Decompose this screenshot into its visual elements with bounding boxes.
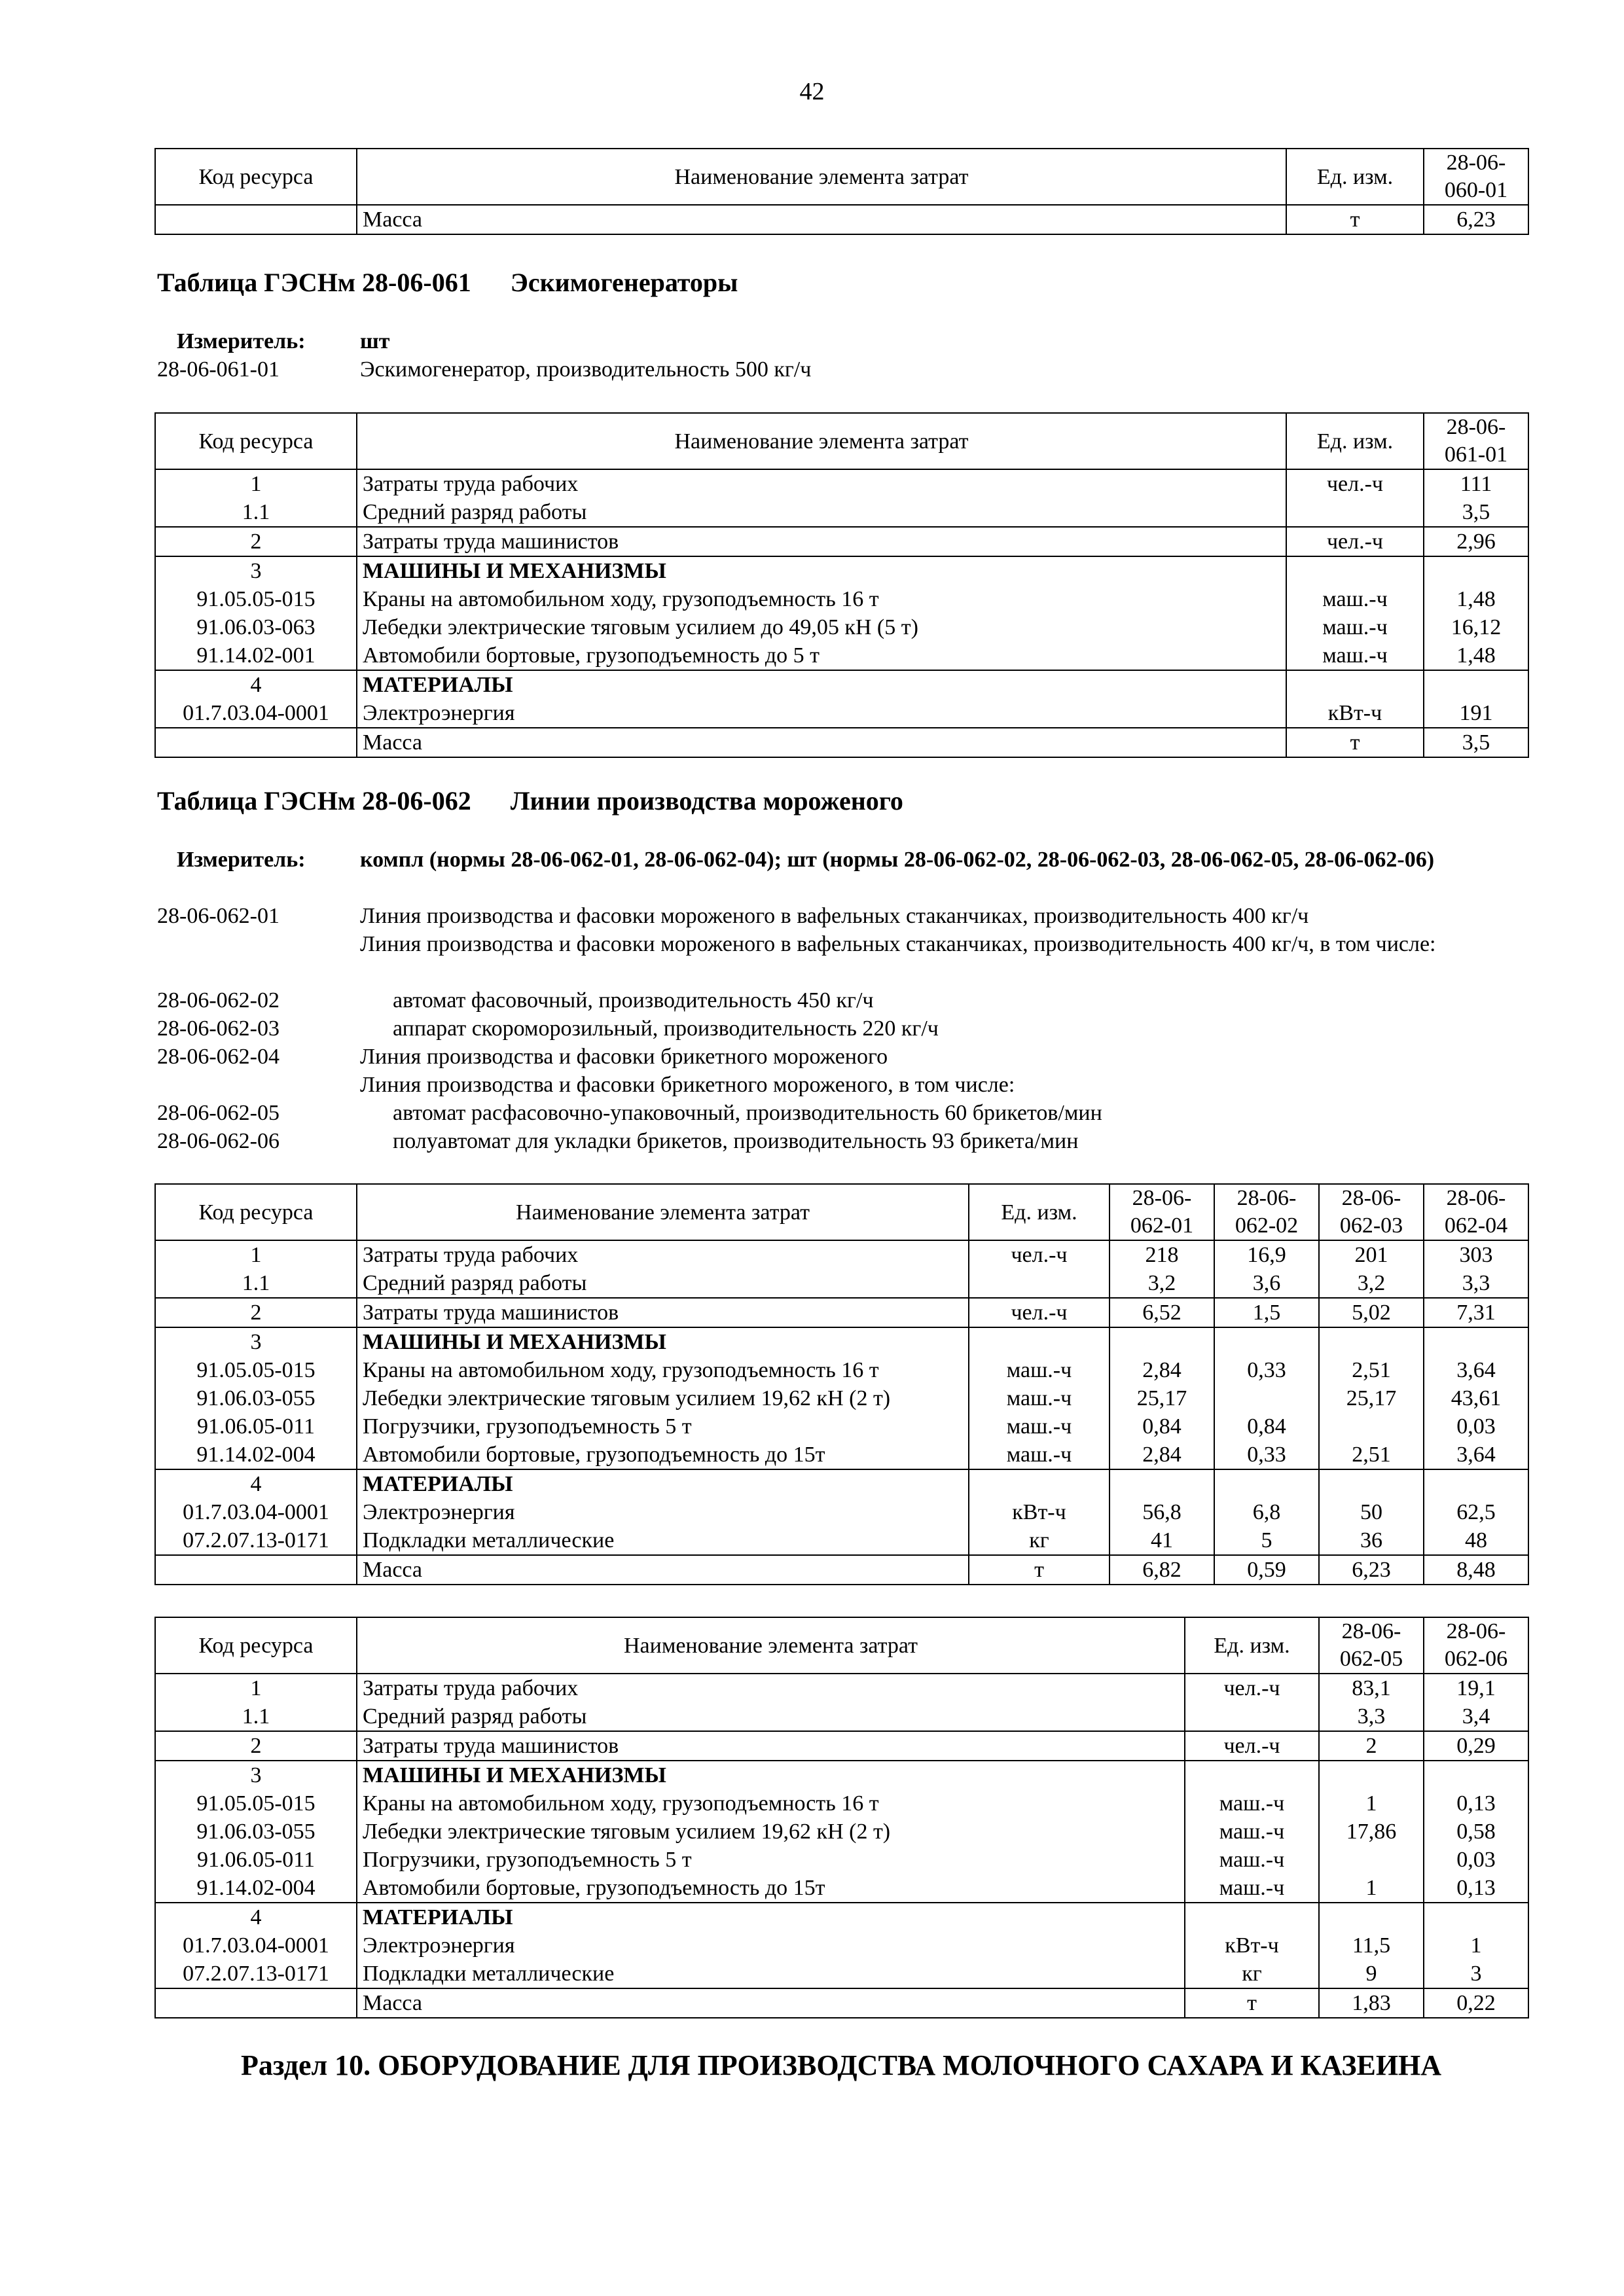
resource-table-062-b xyxy=(154,1617,1529,2018)
cell-name: Масса xyxy=(357,205,1286,234)
header-row xyxy=(155,1617,1528,1674)
cell-unit xyxy=(1185,1702,1319,1731)
cell-name: Автомобили бортовые, грузоподъемность до 5 т xyxy=(357,641,1286,670)
norm-description: Линия производства и фасовки брикетного мороженого xyxy=(360,1045,888,1069)
cell-name: МАТЕРИАЛЫ xyxy=(357,1903,1185,1931)
table-row xyxy=(155,498,1528,527)
cell-name: Масса xyxy=(357,1988,1185,2018)
cell-code: 2 xyxy=(155,527,357,556)
cell-name: Затраты труда машинистов xyxy=(357,527,1286,556)
header-norm: 28-06- 060-01 xyxy=(1424,149,1528,205)
norm-description: Эскимогенератор, производительность 500 кг/ч xyxy=(360,357,812,382)
meter-label: Измеритель: xyxy=(177,848,306,872)
table-row xyxy=(155,613,1528,641)
resource-table-061 xyxy=(154,412,1529,758)
cell-name: Затраты труда рабочих xyxy=(357,1240,969,1269)
cell-code: 91.14.02-001 xyxy=(155,641,357,670)
cell-unit: маш.-ч xyxy=(1185,1818,1319,1846)
cell-code: 91.06.03-055 xyxy=(155,1818,357,1846)
cell-value: 2,96 xyxy=(1424,527,1528,556)
header-row xyxy=(155,413,1528,469)
cell-code: 4 xyxy=(155,670,357,699)
table-row xyxy=(155,1469,1528,1498)
cell-value: 2,84 xyxy=(1110,1356,1214,1384)
header-row xyxy=(155,149,1528,205)
cell-value: 16,12 xyxy=(1424,613,1528,641)
cell-value: 1 xyxy=(1319,1789,1424,1818)
cell-code xyxy=(155,205,357,234)
cell-value: 1,5 xyxy=(1214,1298,1319,1327)
header-name: Наименование элемента затрат xyxy=(357,149,1286,205)
cell-value: 5,02 xyxy=(1319,1298,1424,1327)
cell-unit: кг xyxy=(969,1526,1110,1555)
norm-code: 28-06-062-04 xyxy=(157,1045,280,1069)
cell-unit: маш.-ч xyxy=(1286,641,1424,670)
cell-value xyxy=(1424,1903,1528,1931)
cell-value: 0,13 xyxy=(1424,1789,1528,1818)
cell-value: 111 xyxy=(1424,469,1528,498)
cell-value xyxy=(1319,1761,1424,1789)
cell-code: 1.1 xyxy=(155,1702,357,1731)
cell-name: Средний разряд работы xyxy=(357,1269,969,1298)
cell-value: 43,61 xyxy=(1424,1384,1528,1412)
cell-value xyxy=(1110,1469,1214,1498)
cell-code xyxy=(155,1555,357,1585)
cell-name: МАШИНЫ И МЕХАНИЗМЫ xyxy=(357,1327,969,1356)
cell-value: 6,52 xyxy=(1110,1298,1214,1327)
cell-name: Лебедки электрические тяговым усилием 19,62 кН (2 т) xyxy=(357,1818,1185,1846)
cell-value: 7,31 xyxy=(1424,1298,1528,1327)
cell-code: 3 xyxy=(155,1327,357,1356)
norm-description: аппарат скороморозильный, производительность 220 кг/ч xyxy=(393,1016,939,1041)
cell-unit xyxy=(969,1269,1110,1298)
cell-name: Электроэнергия xyxy=(357,699,1286,728)
cell-unit: чел.-ч xyxy=(1185,1674,1319,1702)
cell-value: 3,5 xyxy=(1424,728,1528,757)
header-code: Код ресурса xyxy=(155,1617,357,1674)
table-row xyxy=(155,469,1528,498)
table-row xyxy=(155,1931,1528,1960)
cell-value xyxy=(1424,1761,1528,1789)
cell-unit: маш.-ч xyxy=(1286,613,1424,641)
table-name: Эскимогенераторы xyxy=(510,268,738,297)
cell-code: 1 xyxy=(155,1674,357,1702)
header-code: Код ресурса xyxy=(155,1184,357,1240)
cell-value: 25,17 xyxy=(1319,1384,1424,1412)
cell-name: Затраты труда рабочих xyxy=(357,469,1286,498)
cell-value: 3,4 xyxy=(1424,1702,1528,1731)
cell-code: 91.05.05-015 xyxy=(155,1789,357,1818)
cell-value: 218 xyxy=(1110,1240,1214,1269)
cell-name: Электроэнергия xyxy=(357,1931,1185,1960)
cell-unit: маш.-ч xyxy=(969,1441,1110,1469)
meter-value: шт xyxy=(360,329,390,353)
table-row xyxy=(155,1356,1528,1384)
table-row xyxy=(155,556,1528,585)
cell-unit: маш.-ч xyxy=(1185,1789,1319,1818)
header-norm: 28-06- 062-05 xyxy=(1319,1617,1424,1674)
header-norm: 28-06- 062-03 xyxy=(1319,1184,1424,1240)
table-row xyxy=(155,699,1528,728)
table-row xyxy=(155,728,1528,757)
header-unit: Ед. изм. xyxy=(969,1184,1110,1240)
cell-unit xyxy=(969,1469,1110,1498)
norm-description: Линия производства и фасовки мороженого в вафельных стаканчиках, производительность 400 кг/ч xyxy=(360,904,1309,928)
cell-value: 201 xyxy=(1319,1240,1424,1269)
resource-table-062-a xyxy=(154,1183,1529,1585)
cell-name: Масса xyxy=(357,1555,969,1585)
header-code: Код ресурса xyxy=(155,149,357,205)
cell-unit xyxy=(969,1327,1110,1356)
cell-unit: чел.-ч xyxy=(1185,1731,1319,1761)
cell-code xyxy=(155,728,357,757)
table-row xyxy=(155,527,1528,556)
cell-name: Погрузчики, грузоподъемность 5 т xyxy=(357,1846,1185,1874)
cell-code: 2 xyxy=(155,1731,357,1761)
cell-code: 91.06.03-055 xyxy=(155,1384,357,1412)
cell-unit: маш.-ч xyxy=(1185,1846,1319,1874)
header-name: Наименование элемента затрат xyxy=(357,1184,969,1240)
cell-value: 3,3 xyxy=(1319,1702,1424,1731)
cell-name: Автомобили бортовые, грузоподъемность до 15т xyxy=(357,1441,969,1469)
cell-name: Средний разряд работы xyxy=(357,1702,1185,1731)
cell-value: 6,82 xyxy=(1110,1555,1214,1585)
cell-code: 4 xyxy=(155,1469,357,1498)
cell-value: 8,48 xyxy=(1424,1555,1528,1585)
cell-value xyxy=(1319,1412,1424,1441)
cell-unit: чел.-ч xyxy=(969,1240,1110,1269)
cell-value: 1 xyxy=(1319,1874,1424,1903)
cell-value: 11,5 xyxy=(1319,1931,1424,1960)
cell-unit: кВт-ч xyxy=(969,1498,1110,1526)
cell-name: Затраты труда машинистов xyxy=(357,1731,1185,1761)
table-row xyxy=(155,1903,1528,1931)
header-norm: 28-06- 062-01 xyxy=(1110,1184,1214,1240)
table-number: Таблица ГЭСНм 28-06-062 xyxy=(157,786,471,816)
cell-code xyxy=(155,1988,357,2018)
cell-value: 62,5 xyxy=(1424,1498,1528,1526)
cell-value: 3,2 xyxy=(1319,1269,1424,1298)
cell-unit: т xyxy=(1286,205,1424,234)
header-unit: Ед. изм. xyxy=(1185,1617,1319,1674)
cell-value: 0,58 xyxy=(1424,1818,1528,1846)
cell-unit: маш.-ч xyxy=(1185,1874,1319,1903)
table-row xyxy=(155,641,1528,670)
cell-code: 1 xyxy=(155,1240,357,1269)
cell-code: 07.2.07.13-0171 xyxy=(155,1960,357,1988)
cell-code: 91.14.02-004 xyxy=(155,1441,357,1469)
cell-value xyxy=(1319,1469,1424,1498)
cell-value: 5 xyxy=(1214,1526,1319,1555)
header-name: Наименование элемента затрат xyxy=(357,413,1286,469)
cell-code: 1 xyxy=(155,469,357,498)
header-norm: 28-06- 062-06 xyxy=(1424,1617,1528,1674)
cell-value: 6,23 xyxy=(1424,205,1528,234)
cell-value: 0,33 xyxy=(1214,1441,1319,1469)
header-name: Наименование элемента затрат xyxy=(357,1617,1185,1674)
cell-value: 6,23 xyxy=(1319,1555,1424,1585)
header-norm: 28-06- 062-02 xyxy=(1214,1184,1319,1240)
table-row xyxy=(155,1761,1528,1789)
cell-value xyxy=(1319,1327,1424,1356)
norm-code: 28-06-062-05 xyxy=(157,1101,280,1125)
cell-value xyxy=(1424,556,1528,585)
table-row xyxy=(155,1702,1528,1731)
cell-value xyxy=(1319,1846,1424,1874)
cell-value: 48 xyxy=(1424,1526,1528,1555)
resource-table-060 xyxy=(154,148,1529,235)
header-unit: Ед. изм. xyxy=(1286,149,1424,205)
cell-value: 0,13 xyxy=(1424,1874,1528,1903)
table-row xyxy=(155,1441,1528,1469)
table-row xyxy=(155,1789,1528,1818)
cell-unit: кВт-ч xyxy=(1185,1931,1319,1960)
header-code: Код ресурса xyxy=(155,413,357,469)
cell-value: 3,64 xyxy=(1424,1441,1528,1469)
cell-code: 91.06.05-011 xyxy=(155,1846,357,1874)
cell-code: 01.7.03.04-0001 xyxy=(155,1931,357,1960)
page-number: 42 xyxy=(799,78,825,105)
cell-value: 2,51 xyxy=(1319,1441,1424,1469)
cell-value xyxy=(1214,1327,1319,1356)
cell-value: 303 xyxy=(1424,1240,1528,1269)
cell-code: 91.05.05-015 xyxy=(155,1356,357,1384)
cell-unit: т xyxy=(969,1555,1110,1585)
cell-name: Средний разряд работы xyxy=(357,498,1286,527)
cell-unit: кг xyxy=(1185,1960,1319,1988)
cell-code: 91.06.05-011 xyxy=(155,1412,357,1441)
cell-unit: маш.-ч xyxy=(969,1412,1110,1441)
cell-value: 0,59 xyxy=(1214,1555,1319,1585)
cell-name: Автомобили бортовые, грузоподъемность до 15т xyxy=(357,1874,1185,1903)
cell-value xyxy=(1319,1903,1424,1931)
table-row xyxy=(155,585,1528,613)
table-row xyxy=(155,1269,1528,1298)
table-row xyxy=(155,1818,1528,1846)
norm-description: Линия производства и фасовки брикетного мороженого, в том числе: xyxy=(360,1073,1015,1097)
norm-description: Линия производства и фасовки мороженого в вафельных стаканчиках, производительность 400 кг/ч, в том числе: xyxy=(360,932,1436,956)
cell-unit: т xyxy=(1185,1988,1319,2018)
cell-value: 1,48 xyxy=(1424,585,1528,613)
cell-code: 91.05.05-015 xyxy=(155,585,357,613)
table-row xyxy=(155,1555,1528,1585)
norm-description: полуавтомат для укладки брикетов, производительность 93 брикета/мин xyxy=(393,1129,1079,1153)
cell-value: 2,84 xyxy=(1110,1441,1214,1469)
cell-value: 191 xyxy=(1424,699,1528,728)
cell-value xyxy=(1424,670,1528,699)
cell-name: Лебедки электрические тяговым усилием до 49,05 кН (5 т) xyxy=(357,613,1286,641)
table-row xyxy=(155,1731,1528,1761)
norm-code: 28-06-062-03 xyxy=(157,1016,280,1041)
table-name: Линии производства мороженого xyxy=(510,786,903,816)
cell-unit: т xyxy=(1286,728,1424,757)
cell-name: Погрузчики, грузоподъемность 5 т xyxy=(357,1412,969,1441)
cell-name: Подкладки металлические xyxy=(357,1960,1185,1988)
table-row xyxy=(155,1298,1528,1327)
cell-value: 1 xyxy=(1424,1931,1528,1960)
norm-code: 28-06-062-01 xyxy=(157,904,280,928)
cell-name: Краны на автомобильном ходу, грузоподъемность 16 т xyxy=(357,1789,1185,1818)
cell-code: 3 xyxy=(155,556,357,585)
table-row xyxy=(155,1874,1528,1903)
norm-code: 28-06-062-02 xyxy=(157,988,280,1013)
cell-name: Подкладки металлические xyxy=(357,1526,969,1555)
cell-unit: кВт-ч xyxy=(1286,699,1424,728)
cell-value: 3,64 xyxy=(1424,1356,1528,1384)
cell-value: 2 xyxy=(1319,1731,1424,1761)
cell-code: 1.1 xyxy=(155,1269,357,1298)
cell-value: 3,6 xyxy=(1214,1269,1319,1298)
cell-value: 0,84 xyxy=(1110,1412,1214,1441)
meter-value: компл (нормы 28-06-062-01, 28-06-062-04); шт (нормы 28-06-062-02, 28-06-062-03, 28-06-062-05, 28-06-062-06) xyxy=(360,848,1435,872)
cell-name: Краны на автомобильном ходу, грузоподъемность 16 т xyxy=(357,585,1286,613)
cell-unit xyxy=(1185,1903,1319,1931)
table-row xyxy=(155,1240,1528,1269)
cell-unit xyxy=(1286,670,1424,699)
cell-value: 36 xyxy=(1319,1526,1424,1555)
table-row xyxy=(155,205,1528,234)
cell-value xyxy=(1424,1469,1528,1498)
cell-value: 9 xyxy=(1319,1960,1424,1988)
header-row xyxy=(155,1184,1528,1240)
cell-value: 50 xyxy=(1319,1498,1424,1526)
header-norm: 28-06- 061-01 xyxy=(1424,413,1528,469)
cell-name: Лебедки электрические тяговым усилием 19,62 кН (2 т) xyxy=(357,1384,969,1412)
cell-value: 1,83 xyxy=(1319,1988,1424,2018)
cell-code: 01.7.03.04-0001 xyxy=(155,1498,357,1526)
cell-code: 07.2.07.13-0171 xyxy=(155,1526,357,1555)
cell-unit xyxy=(1286,498,1424,527)
table-row xyxy=(155,1498,1528,1526)
cell-code: 91.14.02-004 xyxy=(155,1874,357,1903)
cell-value: 3 xyxy=(1424,1960,1528,1988)
cell-name: Масса xyxy=(357,728,1286,757)
cell-value: 3,3 xyxy=(1424,1269,1528,1298)
cell-name: МАШИНЫ И МЕХАНИЗМЫ xyxy=(357,1761,1185,1789)
norm-description: автомат расфасовочно-упаковочный, производительность 60 брикетов/мин xyxy=(393,1101,1102,1125)
cell-value: 2,51 xyxy=(1319,1356,1424,1384)
cell-value: 41 xyxy=(1110,1526,1214,1555)
table-row xyxy=(155,1412,1528,1441)
norm-code: 28-06-061-01 xyxy=(157,357,280,382)
cell-value: 3,2 xyxy=(1110,1269,1214,1298)
cell-unit: маш.-ч xyxy=(1286,585,1424,613)
table-row xyxy=(155,1674,1528,1702)
cell-name: Затраты труда машинистов xyxy=(357,1298,969,1327)
header-unit: Ед. изм. xyxy=(1286,413,1424,469)
cell-code: 1.1 xyxy=(155,498,357,527)
table-row xyxy=(155,1384,1528,1412)
cell-name: МАТЕРИАЛЫ xyxy=(357,670,1286,699)
cell-value: 17,86 xyxy=(1319,1818,1424,1846)
cell-value: 0,84 xyxy=(1214,1412,1319,1441)
cell-value: 0,22 xyxy=(1424,1988,1528,2018)
table-title-061 xyxy=(157,267,738,298)
table-row xyxy=(155,1327,1528,1356)
cell-unit xyxy=(1185,1761,1319,1789)
table-row xyxy=(155,1526,1528,1555)
cell-name: Краны на автомобильном ходу, грузоподъемность 16 т xyxy=(357,1356,969,1384)
cell-name: Электроэнергия xyxy=(357,1498,969,1526)
cell-value: 1,48 xyxy=(1424,641,1528,670)
table-row xyxy=(155,670,1528,699)
section-title: Раздел 10. ОБОРУДОВАНИЕ ДЛЯ ПРОИЗВОДСТВА МОЛОЧНОГО САХАРА И КАЗЕИНА xyxy=(240,2049,1442,2081)
cell-value: 16,9 xyxy=(1214,1240,1319,1269)
cell-name: Затраты труда рабочих xyxy=(357,1674,1185,1702)
cell-unit: чел.-ч xyxy=(1286,469,1424,498)
cell-value: 0,03 xyxy=(1424,1412,1528,1441)
cell-name: МАТЕРИАЛЫ xyxy=(357,1469,969,1498)
cell-value: 6,8 xyxy=(1214,1498,1319,1526)
cell-value: 83,1 xyxy=(1319,1674,1424,1702)
cell-unit: маш.-ч xyxy=(969,1384,1110,1412)
cell-code: 3 xyxy=(155,1761,357,1789)
table-row xyxy=(155,1960,1528,1988)
norm-code: 28-06-062-06 xyxy=(157,1129,280,1153)
cell-unit xyxy=(1286,556,1424,585)
cell-unit: чел.-ч xyxy=(969,1298,1110,1327)
cell-value xyxy=(1214,1384,1319,1412)
meter-label: Измеритель: xyxy=(177,329,306,353)
cell-unit: маш.-ч xyxy=(969,1356,1110,1384)
cell-value: 19,1 xyxy=(1424,1674,1528,1702)
table-number: Таблица ГЭСНм 28-06-061 xyxy=(157,268,471,297)
cell-value: 0,03 xyxy=(1424,1846,1528,1874)
header-norm: 28-06- 062-04 xyxy=(1424,1184,1528,1240)
cell-value xyxy=(1424,1327,1528,1356)
cell-value: 0,29 xyxy=(1424,1731,1528,1761)
norm-description: автомат фасовочный, производительность 450 кг/ч xyxy=(393,988,874,1013)
cell-value: 25,17 xyxy=(1110,1384,1214,1412)
cell-value: 0,33 xyxy=(1214,1356,1319,1384)
cell-code: 91.06.03-063 xyxy=(155,613,357,641)
cell-name: МАШИНЫ И МЕХАНИЗМЫ xyxy=(357,556,1286,585)
cell-code: 2 xyxy=(155,1298,357,1327)
cell-code: 4 xyxy=(155,1903,357,1931)
table-title-062 xyxy=(157,785,903,816)
cell-value xyxy=(1214,1469,1319,1498)
table-row xyxy=(155,1846,1528,1874)
cell-value: 56,8 xyxy=(1110,1498,1214,1526)
cell-unit: чел.-ч xyxy=(1286,527,1424,556)
cell-code: 01.7.03.04-0001 xyxy=(155,699,357,728)
table-row xyxy=(155,1988,1528,2018)
cell-value xyxy=(1110,1327,1214,1356)
cell-value: 3,5 xyxy=(1424,498,1528,527)
